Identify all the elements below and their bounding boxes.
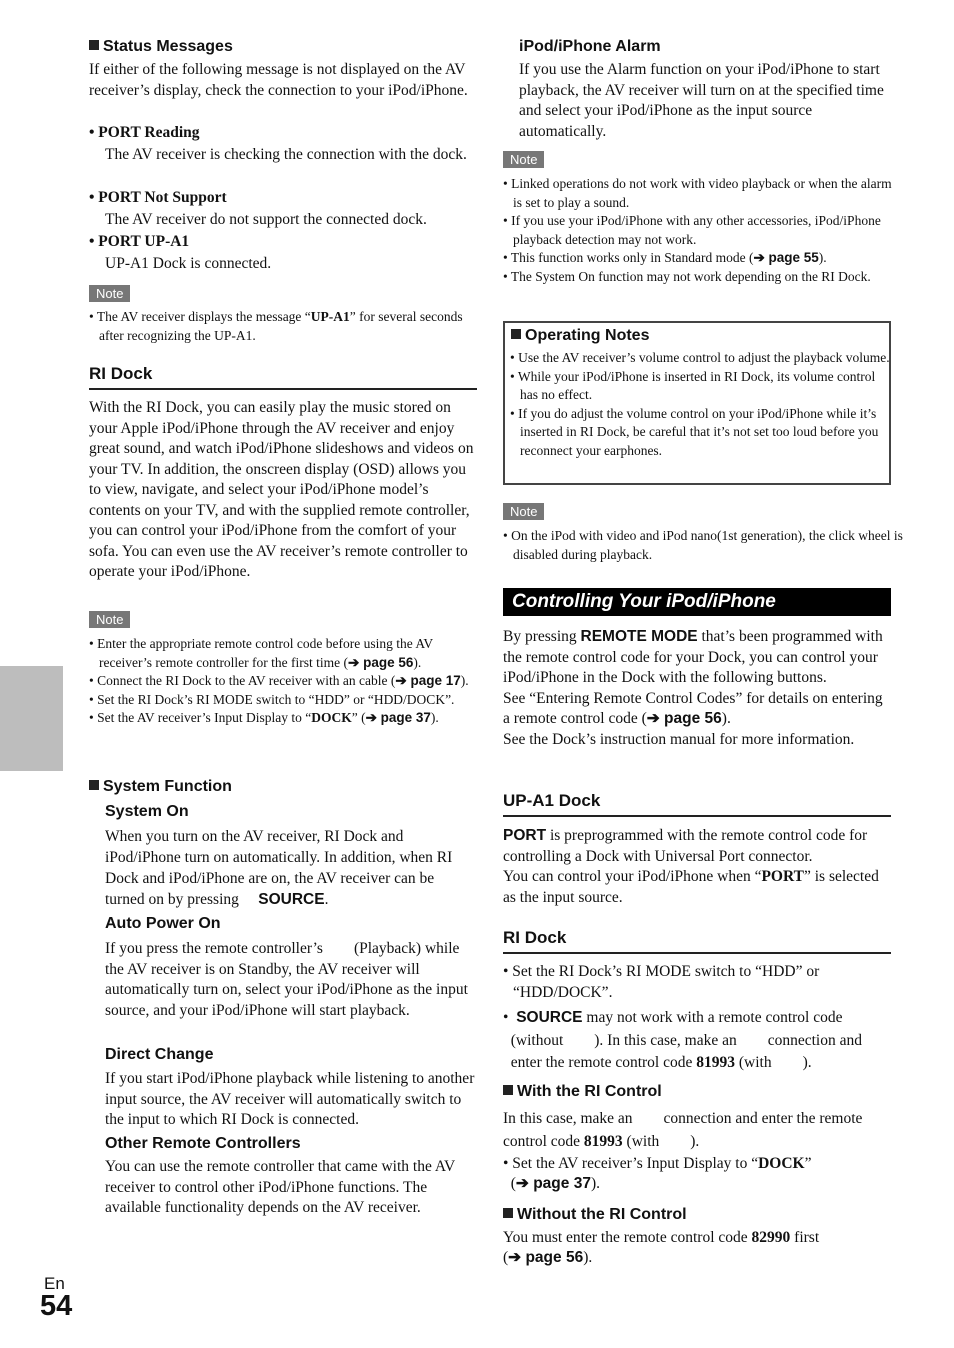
controlling-para: By pressing REMOTE MODE that’s been programmed with the remote control code for your Dock, you can control your iPod/iPhone in the Dock with the following buttons. [503,628,883,686]
auto-power-on-heading: Auto Power On [105,915,221,932]
up-a1-heading: UP-A1 Dock [503,791,891,817]
status-item-desc: UP-A1 Dock is connected. [105,255,272,272]
ri-dock2-heading: RI Dock [503,928,891,954]
note-item: • Set the RI Dock’s RI MODE switch to “HDD” or “HDD/DOCK”. [89,691,455,707]
click-wheel-note: • On the iPod with video and iPod nano(1st generation), the click wheel is disabled during playback. [503,528,903,562]
note-label: Note [89,611,130,628]
note-label: Note [503,503,544,520]
note-item: • If you do adjust the volume control on your iPod/iPhone while it’s inserted in RI Dock, be careful that it’s not set too loud before you reconnect your earphones. [510,405,879,458]
note-item: • The System On function may not work depending on the RI Dock. [503,268,871,284]
square-bullet-icon [89,780,99,790]
status-item-label: • PORT UP-A1 [89,233,190,250]
up-a1-body [503,826,893,908]
ri-dock2-bullet: • Set the RI Dock’s RI MODE switch to “HDD” or “HDD/DOCK”. [503,963,820,1001]
square-bullet-icon [503,1085,513,1095]
auto-power-on-body: If you press the remote controller’s (Playback) while the AV receiver is on Standby, the AV receiver will automatically turn on, select your iPod/iPhone as the input source, and your iPod/iPhone will start playback. [105,940,472,1019]
page-language: En [44,1274,65,1293]
ri-dock-body: With the RI Dock, you can easily play the music stored on your Apple iPod/iPhone through the AV receiver and enjoy great sound, and watch iPod/iPhone slideshows and videos on your TV. In addition, the onscreen display (OSD) allows you to view, navigate, and select your iPod/iPhone model’s contents on your TV, and with the supplied remote controller, you can control your iPod/iPhone from the comfort of your sofa. You can even use the AV receiver’s remote controller to operate your iPod/iPhone. [89,399,474,580]
system-on-body: When you turn on the AV receiver, RI Dock and iPod/iPhone turn on automatically. In addition, when RI Dock and iPod/iPhone are on, the AV receiver can be turned on by pressing SOURCE. [105,828,453,908]
controlling-para: See “Entering Remote Control Codes” for details on entering a remote control code (➔ page 56). [503,689,883,727]
square-bullet-icon [89,40,99,50]
other-remote-heading: Other Remote Controllers [105,1135,301,1152]
note-item: • Use the AV receiver’s volume control to adjust the playback volume. [510,350,890,365]
alarm-body: If you use the Alarm function on your iPod/iPhone to start playback, the AV receiver will turn on at the specified time and select your iPod/iPhone as the input source automatically. [519,61,884,140]
system-on-heading: System On [105,803,189,820]
square-bullet-icon [511,329,521,339]
direct-change-body: If you start iPod/iPhone playback while listening to another input source, the AV receiver will automatically switch to the input to which RI Dock is connected. [105,1070,475,1128]
with-ri-body: In this case, make an connection and enter the remote control code 81993 (with ). [503,1110,863,1150]
with-ri-heading: With the RI Control [503,1083,662,1101]
status-messages-heading: Status Messages [89,38,233,56]
note-item: • If you use your iPod/iPhone with any other accessories, iPod/iPhone playback detection may not work. [503,213,881,247]
note-label: Note [503,151,544,168]
square-bullet-icon [503,1208,513,1218]
up-a1-para: PORT is preprogrammed with the remote control code for controlling a Dock with Universal Port connector. [503,827,868,865]
up-a1-para: You can control your iPod/iPhone when “PORT” is selected as the input source. [503,868,879,906]
alarm-notes [503,175,893,286]
note-label: Note [89,285,130,302]
direct-change-heading: Direct Change [105,1046,214,1063]
note-item: • Connect the RI Dock to the AV receiver with an cable (➔ page 17). [89,673,469,688]
note-item: • Linked operations do not work with video playback or when the alarm is set to play a sound. [503,176,892,210]
operating-notes-list [510,349,890,460]
note-item: • While your iPod/iPhone is inserted in RI Dock, its volume control has no effect. [510,368,876,402]
controlling-para: See the Dock’s instruction manual for more information. [503,730,855,748]
status-item-label: • PORT Not Support [89,189,227,206]
other-remote-body: You can use the remote controller that came with the AV receiver to control other iPod/iPhone functions. The available functionality depends on the AV receiver. [105,1158,455,1216]
operating-notes-heading: Operating Notes [511,327,649,345]
controlling-body [503,627,891,750]
status-item-desc: The AV receiver is checking the connection with the dock. [105,146,467,163]
system-function-heading: System Function [89,778,232,796]
page-number: 54 [40,1290,73,1322]
note-item: • Enter the appropriate remote control code before using the AV receiver’s remote controller for the first time (➔ page 56). [89,636,433,670]
ri-dock-heading: RI Dock [89,364,477,390]
alarm-heading: iPod/iPhone Alarm [519,38,661,55]
note-item: • Set the AV receiver’s Input Display to “DOCK” (➔ page 37). [89,710,439,725]
without-ri-body: You must enter the remote control code 82990 first (➔ page 56). [503,1229,820,1266]
without-ri-heading: Without the RI Control [503,1206,687,1224]
chapter-tab [0,666,63,771]
ri-dock2-source-bullet: • SOURCE may not work with a remote control code (without ). In this case, make an connection and enter the remote control code 81993 (with ). [503,1009,862,1071]
note-item: • This function works only in Standard mode (➔ page 55). [503,250,827,265]
status-item-desc: The AV receiver do not support the connected dock. [105,211,427,228]
status-item-label: • PORT Reading [89,124,200,141]
controlling-banner: Controlling Your iPod/iPhone [503,588,891,616]
status-intro: If either of the following message is not displayed on the AV receiver’s display, check the connection to your iPod/iPhone. [89,61,468,99]
status-note-text: • The AV receiver displays the message “UP-A1” for several seconds after recognizing the UP-A1. [89,309,463,343]
with-ri-bullet: • Set the AV receiver’s Input Display to “DOCK” (➔ page 37). [503,1155,812,1192]
ri-dock-notes [89,635,479,728]
